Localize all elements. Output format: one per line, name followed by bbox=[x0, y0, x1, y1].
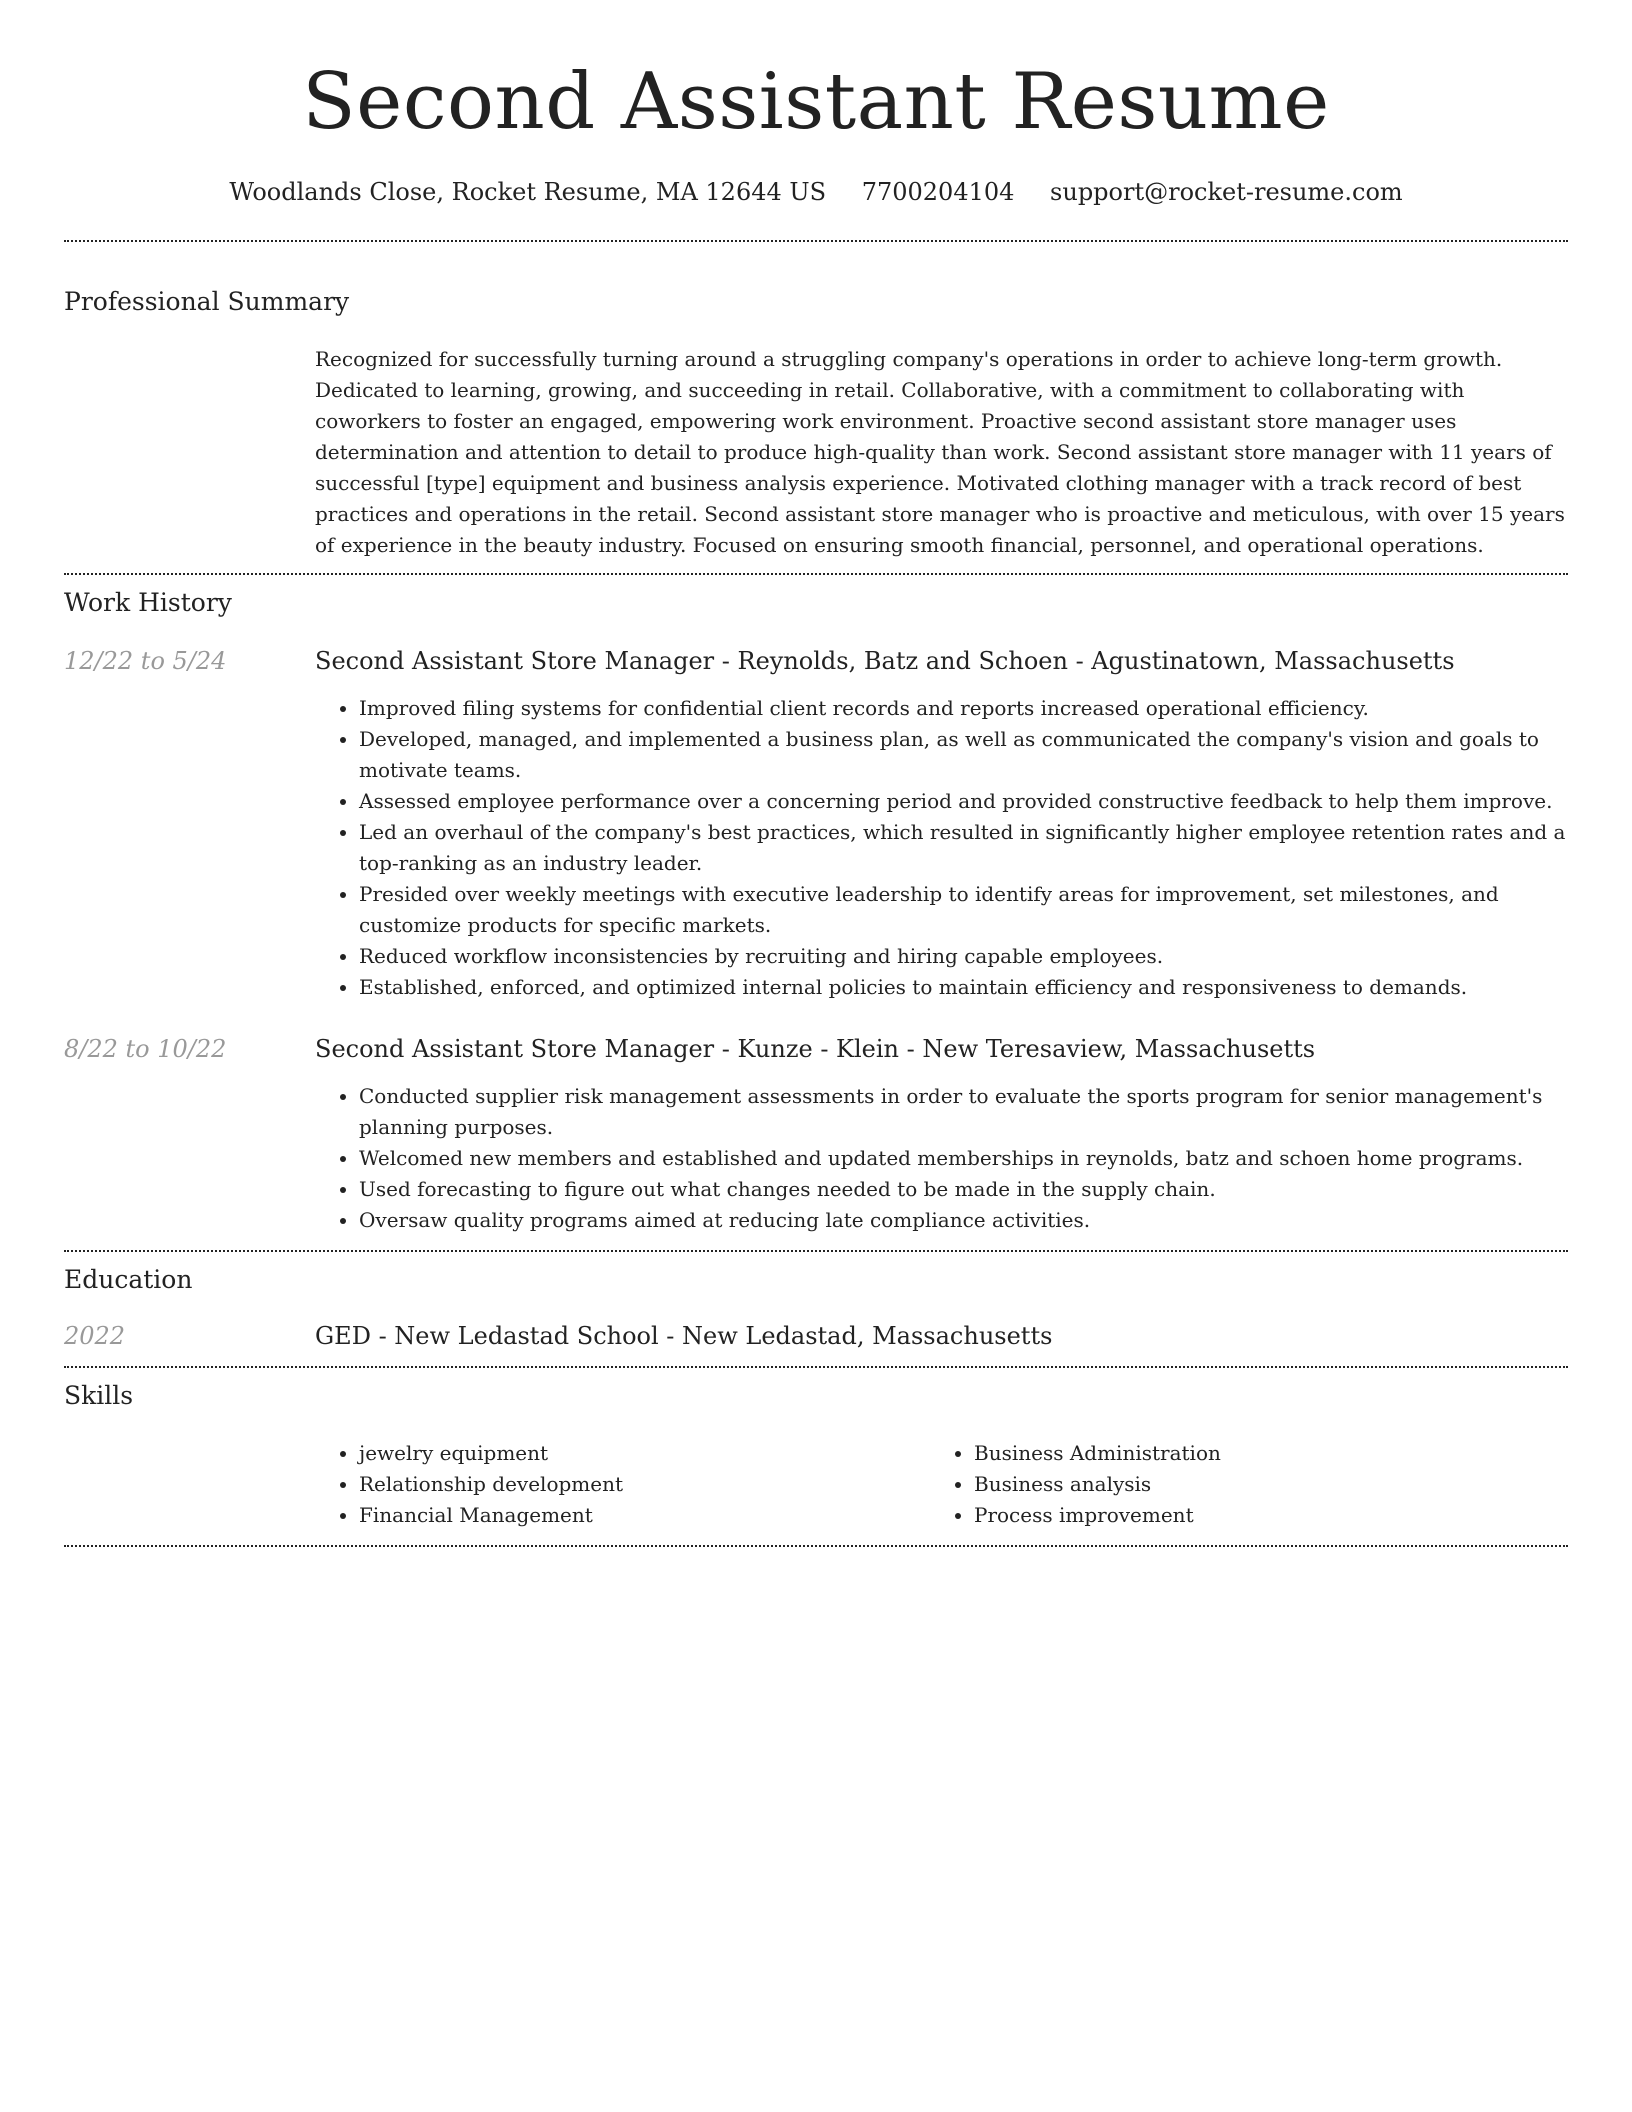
job-bullet: • Developed, managed, and implemented a business plan, as well as communicated the company's vision and goals to motivate teams. bbox=[359, 724, 1568, 786]
divider bbox=[64, 1545, 1568, 1547]
resume-page bbox=[64, 0, 1568, 1547]
skills-columns bbox=[315, 1438, 1568, 1531]
job-body bbox=[315, 1033, 1568, 1236]
skill-item: • Business Administration bbox=[974, 1438, 1545, 1469]
job-bullets bbox=[315, 1081, 1568, 1236]
skill-item: • Financial Management bbox=[359, 1500, 930, 1531]
job-dates: 8/22 to 10/22 bbox=[64, 1035, 227, 1063]
skill-item: • Relationship development bbox=[359, 1469, 930, 1500]
contact-email: support@rocket-resume.com bbox=[1050, 178, 1403, 206]
education-heading: Education bbox=[64, 1265, 193, 1294]
education-detail: GED - New Ledastad School - New Ledastad, Massachusetts bbox=[315, 1322, 1053, 1350]
divider bbox=[64, 240, 1568, 242]
skill-item: • Business analysis bbox=[974, 1469, 1545, 1500]
skills-heading: Skills bbox=[64, 1381, 134, 1410]
job-bullet: • Used forecasting to figure out what changes needed to be made in the supply chain. bbox=[359, 1174, 1568, 1205]
job-title: Second Assistant Store Manager - Kunze - Klein - New Teresaview, Massachusetts bbox=[315, 1035, 1316, 1063]
work-history-heading: Work History bbox=[64, 588, 232, 617]
divider bbox=[64, 1366, 1568, 1368]
job-body bbox=[315, 645, 1568, 1003]
job-bullet: • Welcomed new members and established and updated memberships in reynolds, batz and schoen home programs. bbox=[359, 1143, 1568, 1174]
skill-item: • jewelry equipment bbox=[359, 1438, 930, 1469]
job-bullet: • Reduced workflow inconsistencies by recruiting and hiring capable employees. bbox=[359, 941, 1568, 972]
job-bullet: • Established, enforced, and optimized internal policies to maintain efficiency and responsiveness to demands. bbox=[359, 972, 1568, 1003]
job-title: Second Assistant Store Manager - Reynolds, Batz and Schoen - Agustinatown, Massachusetts bbox=[315, 647, 1455, 675]
job-entry bbox=[64, 645, 1568, 1003]
resume-title: Second Assistant Resume bbox=[302, 57, 1330, 147]
skills-block bbox=[64, 1438, 1568, 1531]
job-bullets bbox=[315, 693, 1568, 1003]
job-bullet: • Oversaw quality programs aimed at reducing late compliance activities. bbox=[359, 1205, 1568, 1236]
job-dates: 12/22 to 5/24 bbox=[64, 647, 227, 675]
job-bullet: • Assessed employee performance over a concerning period and provided constructive feedback to help them improve. bbox=[359, 786, 1568, 817]
divider bbox=[64, 1250, 1568, 1252]
job-bullet: • Led an overhaul of the company's best practices, which resulted in significantly higher employee retention rates and a top-ranking as an industry leader. bbox=[359, 817, 1568, 879]
summary-text: Recognized for successfully turning around a struggling company's operations in order to achieve long-term growth. Dedicated to learning, growing, and succeeding in retail. Collaborative, with a commitment to collaborating with coworkers to foster an engaged, empowering work environment. Proactive second assistant store manager uses determination and attention to detail to produce high-quality than work. Second assistant store manager with 11 years of successful [type] equipment and business analysis experience. Motivated clothing manager with a track record of best practices and operations in the retail. Second assistant store manager who is proactive and meticulous, with over 15 years of experience in the beauty industry. Focused on ensuring smooth financial, personnel, and operational operations. bbox=[315, 347, 1565, 557]
job-entry bbox=[64, 1033, 1568, 1236]
skill-item: • Process improvement bbox=[974, 1500, 1545, 1531]
education-entry bbox=[64, 1320, 1568, 1352]
summary-heading: Professional Summary bbox=[64, 287, 350, 316]
education-body bbox=[315, 1320, 1568, 1352]
skills-list-left bbox=[315, 1438, 930, 1531]
contact-phone: 7700204104 bbox=[861, 178, 1015, 206]
job-bullet: • Conducted supplier risk management assessments in order to evaluate the sports program for senior management's planning purposes. bbox=[359, 1081, 1568, 1143]
contact-line bbox=[64, 176, 1568, 208]
skills-list-right bbox=[930, 1438, 1545, 1531]
job-bullet: • Improved filing systems for confidential client records and reports increased operational efficiency. bbox=[359, 693, 1568, 724]
divider bbox=[64, 573, 1568, 575]
job-bullet: • Presided over weekly meetings with executive leadership to identify areas for improvement, set milestones, and customize products for specific markets. bbox=[359, 879, 1568, 941]
education-date: 2022 bbox=[64, 1322, 126, 1350]
contact-address: Woodlands Close, Rocket Resume, MA 12644 US bbox=[229, 178, 827, 206]
